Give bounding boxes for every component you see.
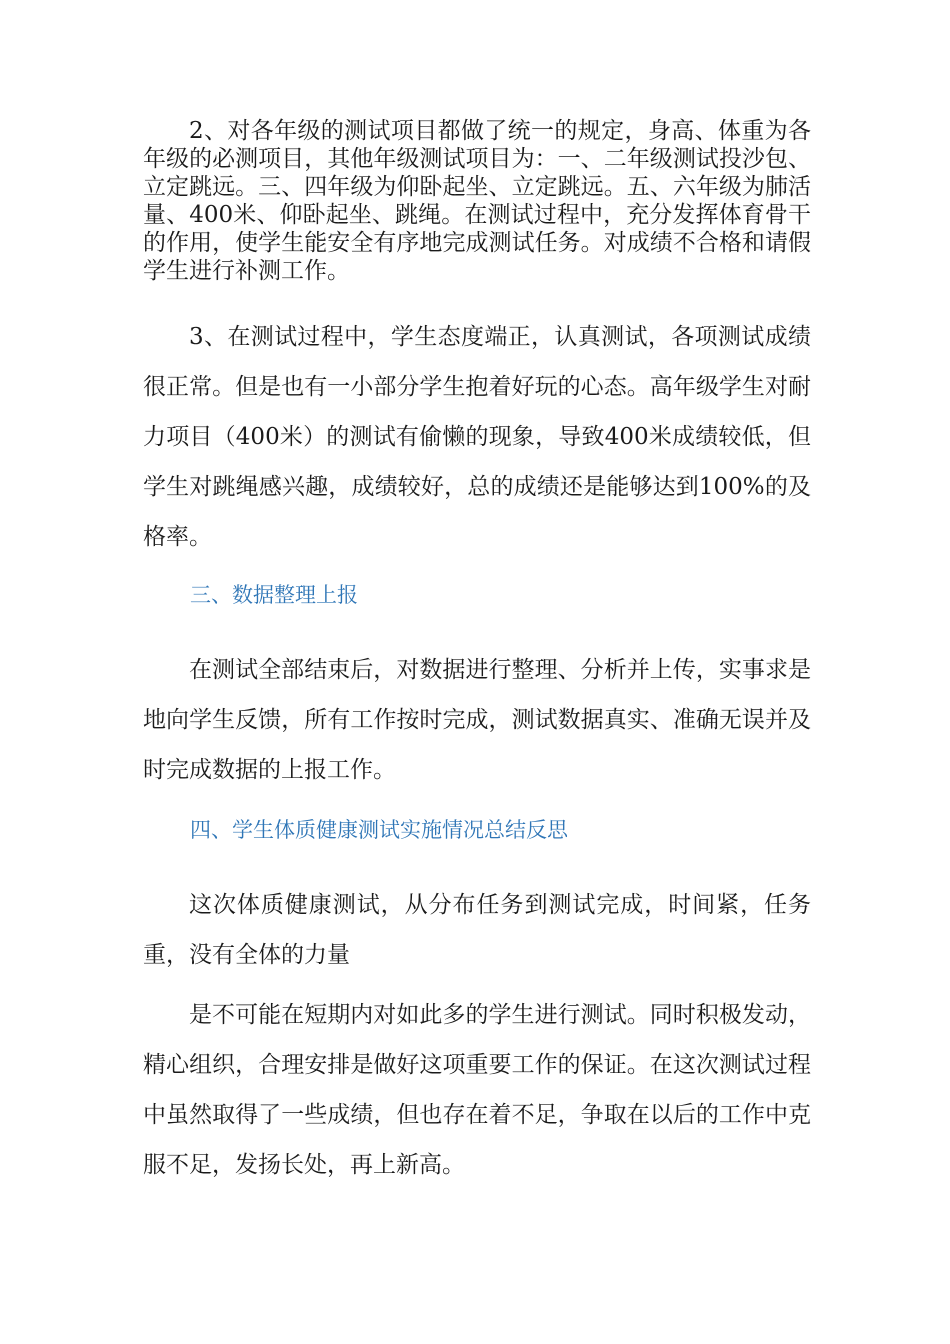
paragraph-summary-intro: 这次体质健康测试，从分布任务到测试完成，时间紧，任务重，没有全体的力量 xyxy=(143,892,811,968)
paragraph-test-items: 2、对各年级的测试项目都做了统一的规定，身高、体重为各年级的必测项目，其他年级测试项目为：一、二年级测试投沙包、立定跳远。三、四年级为仰卧起坐、立定跳远。五、六年级为肺活量、400米、仰卧起坐、跳绳。在测试过程中，充分发挥体育骨干的作用，使学生能安全有序地完成测试任务。对成绩不合格和请假学生进行补测工作。 xyxy=(143,118,811,284)
heading-data-reporting: 三、数据整理上报 xyxy=(190,583,358,607)
paragraph-data-processing: 在测试全部结束后，对数据进行整理、分析并上传，实事求是地向学生反馈，所有工作按时完成，测试数据真实、准确无误并及时完成数据的上报工作。 xyxy=(143,657,811,783)
paragraph-summary-conclusion: 是不可能在短期内对如此多的学生进行测试。同时积极发动，精心组织，合理安排是做好这项重要工作的保证。在这次测试过程中虽然取得了一些成绩，但也存在着不足，争取在以后的工作中克服不足，发扬长处，再上新高。 xyxy=(143,1002,811,1178)
paragraph-test-attitude: 3、在测试过程中，学生态度端正，认真测试，各项测试成绩很正常。但是也有一小部分学生抱着好玩的心态。高年级学生对耐力项目（400米）的测试有偷懒的现象，导致400米成绩较低，但学生对跳绳感兴趣，成绩较好，总的成绩还是能够达到100%的及格率。 xyxy=(143,324,811,550)
heading-summary-reflection: 四、学生体质健康测试实施情况总结反思 xyxy=(190,818,568,842)
